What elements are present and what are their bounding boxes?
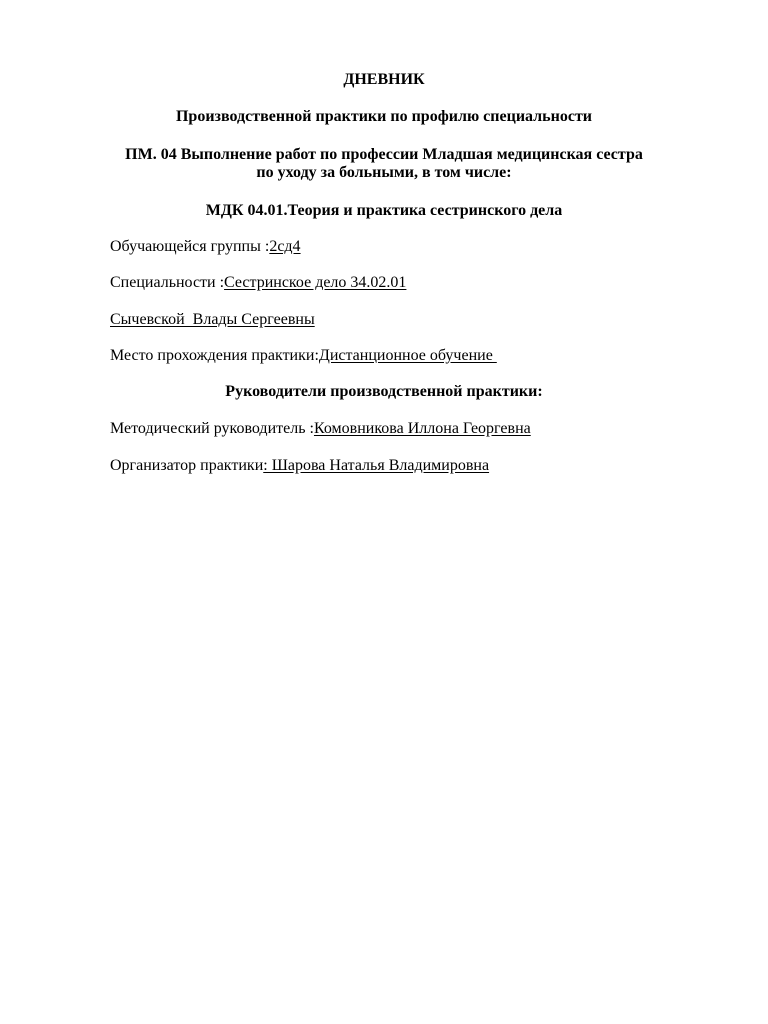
organizer-row xyxy=(110,456,489,475)
specialty-value: Сестринское дело 34.02.01 xyxy=(224,274,407,291)
place-value: Дистанционное обучение xyxy=(318,347,497,364)
group-label: Обучающейся группы : xyxy=(110,238,270,255)
methodical-supervisor-label: Методический руководитель : xyxy=(110,420,314,437)
student-name-row xyxy=(110,310,315,329)
module-title-line-2: по уходу за больными, в том числе: xyxy=(256,164,512,181)
methodical-supervisor-row xyxy=(110,419,531,438)
place-row xyxy=(110,346,497,365)
student-name: Сычевской Влады Сергеевны xyxy=(110,311,315,328)
supervisors-heading: Руководители производственной практики: xyxy=(225,383,543,400)
organizer-value: : Шарова Наталья Владимировна xyxy=(263,457,490,474)
module-title-line-1: ПМ. 04 Выполнение работ по профессии Младшая медицинская сестра xyxy=(125,146,643,163)
group-value: 2сд4 xyxy=(269,238,301,255)
document-subtitle: Производственной практики по профилю специальности xyxy=(175,108,593,125)
mdk-title: МДК 04.01.Теория и практика сестринского дела xyxy=(205,202,563,219)
specialty-row xyxy=(110,273,406,292)
group-row xyxy=(110,237,301,256)
document-title: ДНЕВНИК xyxy=(343,71,425,88)
specialty-label: Специальности : xyxy=(110,274,225,291)
methodical-supervisor-value: Комовникова Иллона Георгевна xyxy=(313,420,531,437)
organizer-label: Организатор практики xyxy=(110,457,264,474)
place-label: Место прохождения практики: xyxy=(110,347,319,364)
